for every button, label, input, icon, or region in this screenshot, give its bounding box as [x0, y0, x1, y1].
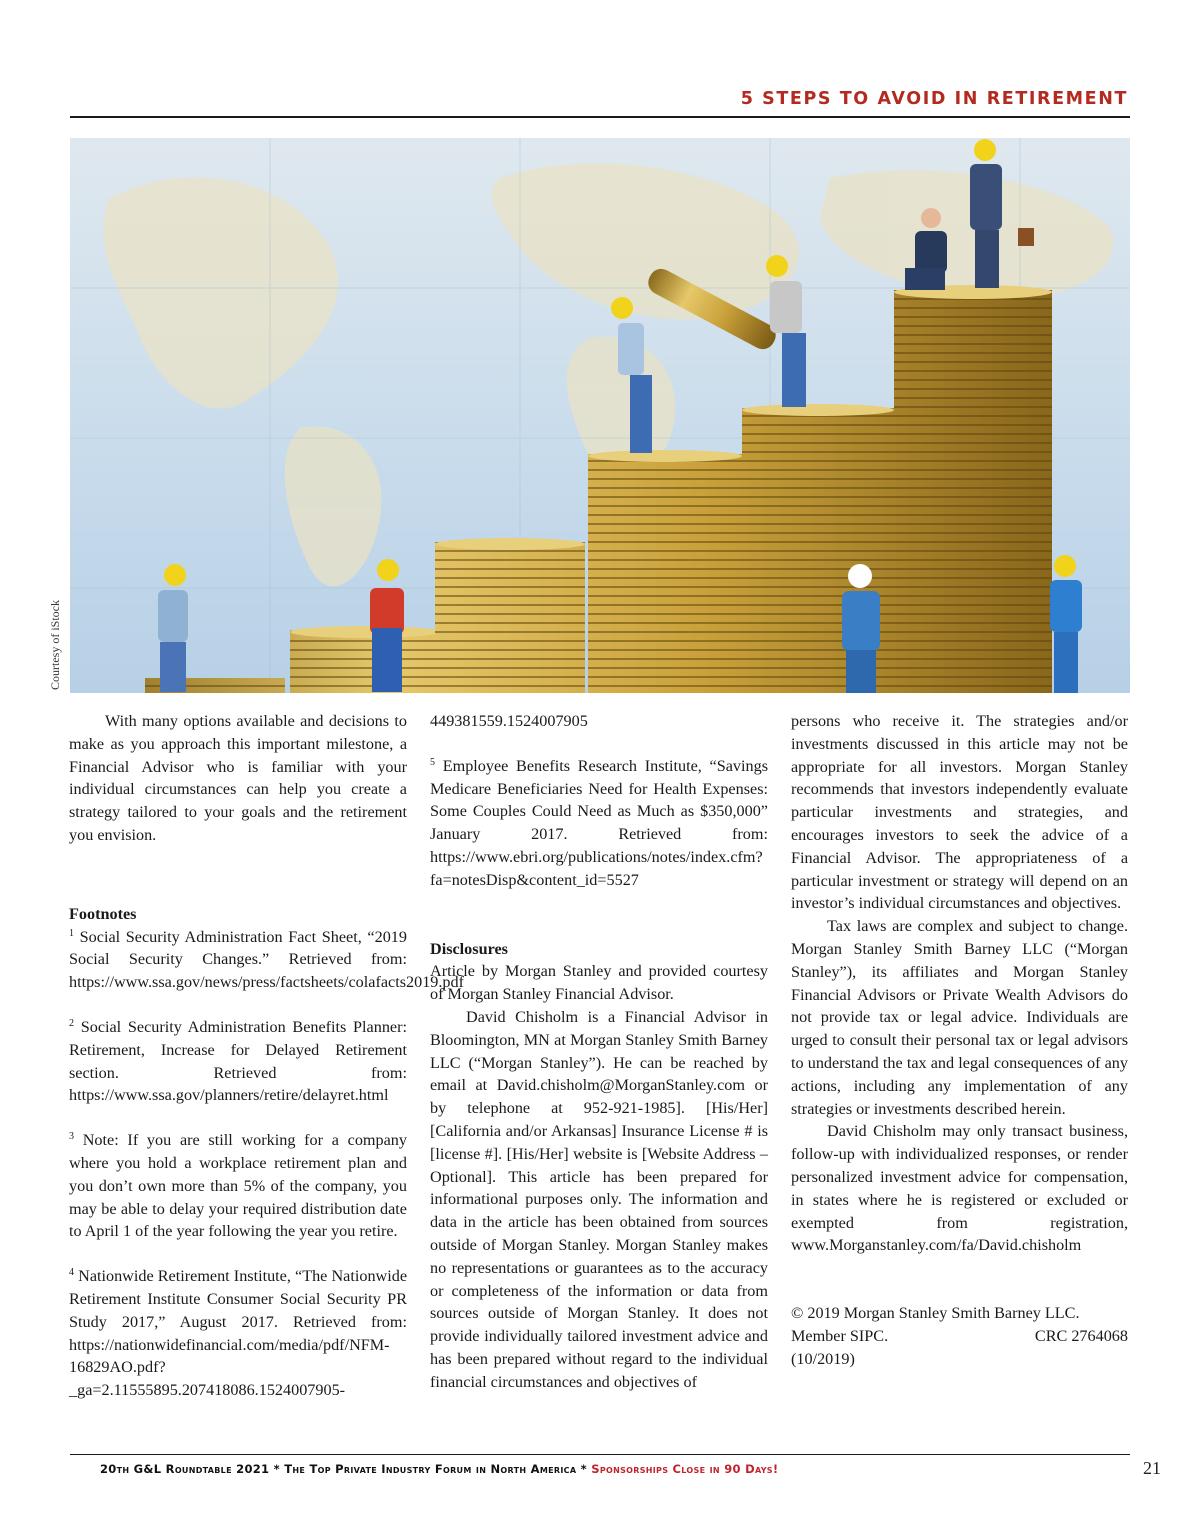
disclosure-advisor: David Chisholm is a Financial Advisor in Bloomington, MN at Morgan Stanley Smith Barney LLC (“Morgan Stanley”). He can be reached by email at David.chisholm@MorganStanley.com or by telephone at 952-921-1985]. [His/Her] [California and/or Arkansas] Insurance License # is [license #]. [His/Her] website is [Website Address – Optional]. This article has been prepared for informational purposes only. The information and data in the article has been obtained from sources outside of Morgan Stanley. Morgan Stanley makes no representations or guarantees as to the accuracy or completeness of the information or data from sources outside of Morgan Stanley. It does not provide individually tailored investment advice and has been prepared without regard to the individual financial circumstances and objectives of — [430, 1007, 768, 1391]
footnote-4-continued: 449381559.1524007905 — [430, 712, 588, 730]
footnote-3: $^3$ Note: If you are still working for a company where you hold a workplace retirement plan and you don’t own more than 5% of the company, you may be able to delay your required distribution date to April 1 of the year following the year you retire. — [69, 1131, 407, 1241]
footer-highlight: Sponsorships Close in 90 Days! — [591, 1462, 779, 1476]
footer-rule — [70, 1454, 1130, 1455]
footnote-4: $^4$ Nationwide Retirement Institute, “The Nationwide Retirement Institute Consumer Social Security PR Study 2017,” August 2017. Retrieved from: https://nationwidefinancial.com/media/pdf/NFM-16829AO.pdf?_ga=2.11555895.207418086.1524007905- — [69, 1267, 408, 1400]
column-1 — [69, 710, 465, 1402]
photo-coin-stacks — [70, 138, 1130, 693]
footnotes-heading: Footnotes — [69, 904, 137, 923]
page-number: 21 — [1143, 1458, 1161, 1478]
disclosure-intro: Article by Morgan Stanley and provided courtesy of Morgan Stanley Financial Advisor. — [430, 962, 768, 1004]
intro-paragraph: With many options available and decisions to make as you approach this important milestone, a Financial Advisor who is familiar with your individual circumstances can help you create a strategy tailored to your goals and the retirement you envision. — [69, 712, 407, 844]
section-title: 5 STEPS TO AVOID IN RETIREMENT — [740, 89, 1128, 109]
copyright-line: © 2019 Morgan Stanley Smith Barney LLC. — [791, 1304, 1080, 1323]
disclosure-tax: Tax laws are complex and subject to change. Morgan Stanley Smith Barney LLC (“Morgan Stanley”), its affiliates and Morgan Stanley Financial Advisors or Private Wealth Advisors do not provide tax or legal advice. Individuals are urged to consult their personal tax or legal advisors to understand the tax and legal consequences of any actions, including any implementation of any strategies or investments described herein. — [791, 917, 1128, 1118]
photo-credit: Courtesy of iStock — [48, 600, 62, 690]
footer-banner — [100, 1462, 778, 1476]
footnote-5: $^5$ Employee Benefits Research Institute, “Savings Medicare Beneficiaries Need for Health Expenses: Some Couples Could Need as Much as $350,000” January 2017. Retrieved from: https://www.ebri.org/publications/notes/index.cfm?fa=notesDisp&content_id=5527 — [430, 756, 768, 889]
member-sipc: Member SIPC. — [791, 1326, 889, 1345]
copyright-block — [791, 1302, 1128, 1370]
column-2 — [430, 710, 768, 1394]
disclosure-registration: David Chisholm may only transact business, follow-up with individualized responses, or render personalized investment advice for compensation, in states where he is registered or excluded or exempted from registration, www.Morganstanley.com/fa/David.chisholm — [791, 1122, 1128, 1255]
copyright-date: (10/2019) — [791, 1349, 855, 1368]
footnote-2: $^2$ Social Security Administration Benefits Planner: Retirement, Increase for Delayed Retirement section. Retrieved from: https://www.ssa.gov/planners/retire/delayret.html — [69, 1017, 408, 1105]
disclosure-advisor-continued: persons who receive it. The strategies and/or investments discussed in this article may not be appropriate for all investors. Morgan Stanley recommends that investors independently evaluate particular investments and strategies, and encourages investors to seek the advice of a Financial Advisor. The appropriateness of a particular investment or strategy will depend on an investor’s individual circumstances and objectives. — [791, 712, 1128, 913]
footer-text: 20th G&L Roundtable 2021 * The Top Private Industry Forum in North America * — [100, 1462, 592, 1476]
disclosures-heading: Disclosures — [430, 939, 508, 958]
column-3 — [791, 710, 1128, 1371]
header-rule — [70, 116, 1130, 118]
footnote-1: $^1$ Social Security Administration Fact Sheet, “2019 Social Security Changes.” Retrieved from: https://www.ssa.gov/news/press/factsheets/colafacts2019.pdf — [69, 927, 465, 992]
crc-number: CRC 2764068 — [1034, 1326, 1128, 1345]
